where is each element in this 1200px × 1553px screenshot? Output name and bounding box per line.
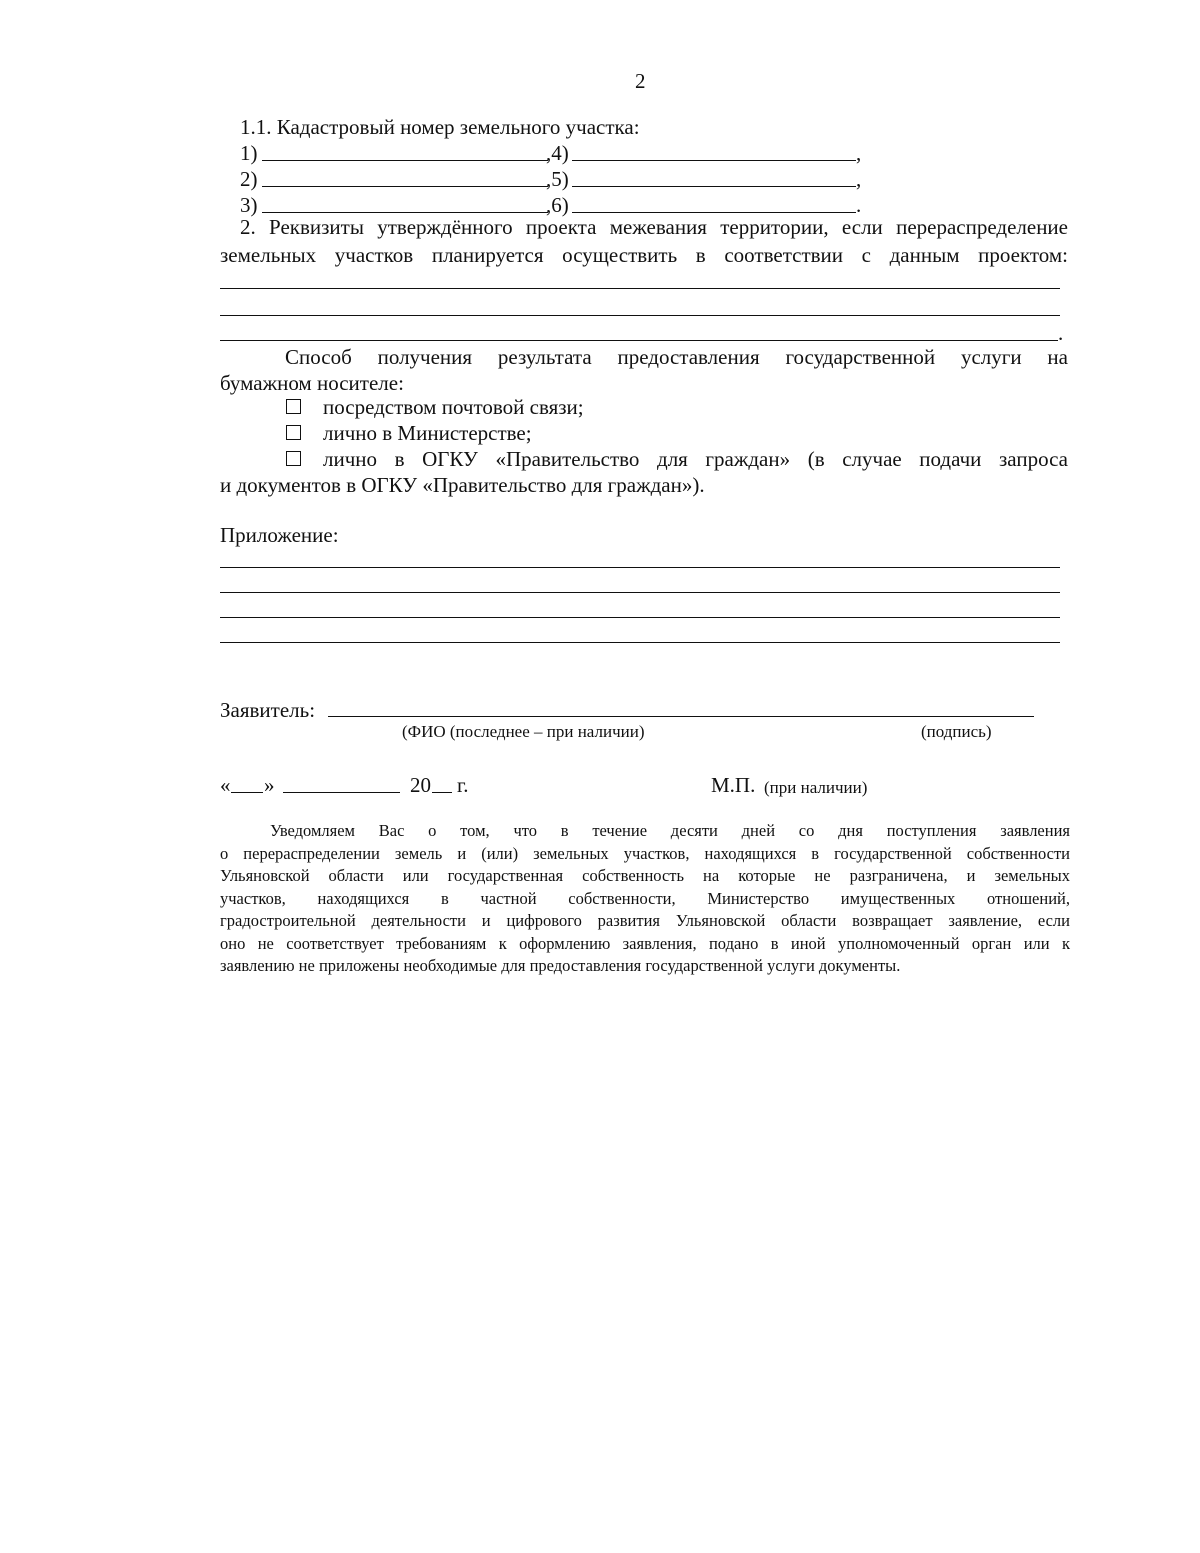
cadastral-label-5: ,5): [546, 167, 569, 191]
stamp-label: М.П.: [711, 773, 756, 797]
cadastral-field-1[interactable]: [262, 160, 548, 161]
attachment-label: Приложение:: [220, 523, 339, 547]
cadastral-field-3[interactable]: [262, 212, 548, 213]
applicant-sign-caption: (подпись): [921, 722, 992, 741]
option-ogku-label-cont: и документов в ОГКУ «Правительство для граждан»).: [220, 473, 705, 497]
cadastral-field-2[interactable]: [262, 186, 548, 187]
cadastral-label-6: ,6): [546, 193, 569, 217]
notice-line: оно не соответствует требованиям к оформлению заявления, подано в иной уполномоченный орган или к: [220, 933, 1070, 953]
cadastral-label-4: ,4): [546, 141, 569, 165]
page-number: 2: [635, 69, 646, 93]
option-post-label: посредством почтовой связи;: [323, 395, 584, 419]
project-requisites-field-2[interactable]: [220, 315, 1060, 316]
cadastral-title: 1.1. Кадастровый номер земельного участка:: [240, 115, 640, 139]
applicant-label: Заявитель:: [220, 698, 316, 722]
cadastral-field-4[interactable]: [572, 160, 856, 161]
date-open-quote: «: [220, 773, 231, 797]
notice-paragraph: [220, 820, 1070, 978]
date-day-field[interactable]: [231, 792, 263, 793]
cadastral-sep-1: ,: [856, 141, 862, 165]
notice-line: о перераспределении земель и (или) земельных участков, находящихся в государственной собственности: [220, 843, 1070, 863]
date-year-suffix: г.: [457, 773, 469, 797]
option-ministry-checkbox[interactable]: [286, 425, 301, 440]
notice-line: заявлению не приложены необходимые для предоставления государственной услуги документы.: [220, 956, 901, 975]
project-requisites-field-3[interactable]: [220, 340, 1058, 341]
option-ministry-label: лично в Министерстве;: [323, 421, 532, 445]
date-close-quote: »: [264, 773, 275, 797]
cadastral-label-2: 2): [240, 167, 258, 191]
attachment-field-4[interactable]: [220, 642, 1060, 643]
cadastral-field-5[interactable]: [572, 186, 856, 187]
project-requisites-field-1[interactable]: [220, 288, 1060, 289]
notice-line: градостроительной деятельности и цифрового развития Ульяновской области возвращает заявление, если: [220, 911, 1070, 930]
cadastral-sep-3: .: [856, 193, 862, 217]
option-ogku-checkbox[interactable]: [286, 451, 301, 466]
project-requisites-line2: земельных участков планируется осуществить в соответствии с данным проектом:: [220, 243, 1068, 267]
applicant-fio-caption: (ФИО (последнее – при наличии): [402, 722, 645, 741]
date-month-field[interactable]: [283, 792, 400, 793]
notice-line: участков, находящихся в частной собственности, Министерство имущественных отношений,: [220, 888, 1070, 908]
delivery-heading-line1: Способ получения результата предоставления государственной услуги на: [285, 345, 1068, 369]
cadastral-sep-2: ,: [856, 167, 862, 191]
attachment-field-2[interactable]: [220, 592, 1060, 593]
date-year-prefix: 20: [410, 773, 431, 797]
attachment-field-3[interactable]: [220, 617, 1060, 618]
attachment-field-1[interactable]: [220, 567, 1060, 568]
applicant-signature-field[interactable]: [328, 716, 1034, 717]
date-year-field[interactable]: [432, 792, 452, 793]
delivery-heading-line2: бумажном носителе:: [220, 371, 404, 395]
notice-line: Ульяновской области или государственная собственность на которые не разграничена, и земельных: [220, 866, 1070, 885]
project-requisites-line1: 2. Реквизиты утверждённого проекта межевания территории, если перераспределение: [240, 215, 1068, 239]
stamp-note: (при наличии): [764, 778, 868, 797]
cadastral-label-3: 3): [240, 193, 258, 217]
notice-line: Уведомляем Вас о том, что в течение десяти дней со дня поступления заявления: [270, 821, 1070, 840]
cadastral-label-1: 1): [240, 141, 258, 165]
option-ogku-label: лично в ОГКУ «Правительство для граждан» (в случае подачи запроса: [323, 447, 1068, 471]
project-requisites-end: .: [1058, 321, 1064, 345]
cadastral-field-6[interactable]: [572, 212, 856, 213]
option-post-checkbox[interactable]: [286, 399, 301, 414]
